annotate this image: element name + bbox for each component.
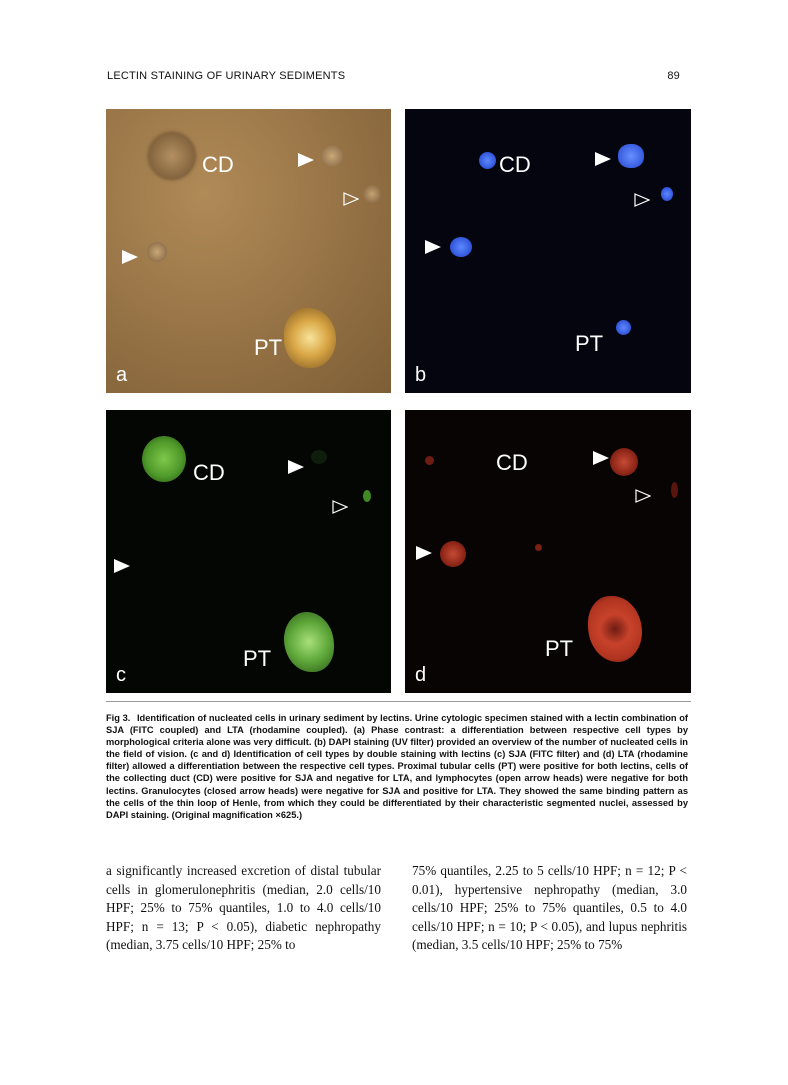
open-arrowhead-icon	[634, 193, 650, 207]
pt-cell	[284, 612, 334, 672]
panel-letter-c: c	[116, 664, 126, 686]
pt-cell	[588, 596, 642, 662]
figure-panel-d	[405, 410, 691, 693]
cd-label: CD	[202, 152, 234, 177]
granulocyte-cell	[311, 450, 327, 464]
granulocyte-cell	[440, 541, 466, 567]
closed-arrowhead-icon	[288, 460, 304, 474]
lymphocyte-cell	[363, 185, 381, 203]
cd-cell	[149, 133, 195, 179]
closed-arrowhead-icon	[595, 152, 611, 166]
cd-nucleus	[479, 152, 496, 169]
closed-arrowhead-icon	[298, 153, 314, 167]
body-text-left-column: a significantly increased excretion of distal tubular cells in glomerulonephritis (median, 2.0 cells/10 HPF; 25% to 75% quantiles, 1.0 to 4.0 cells/10 HPF; n = 13; P < 0.05), diabetic nephropathy (median, 3.75 cells/10 HPF; 25% to	[106, 863, 381, 952]
cd-cell	[142, 436, 186, 482]
panel-letter-d: d	[415, 664, 427, 686]
caption-text: Identification of nucleated cells in urinary sediment by lectins. Urine cytologic specimen stained with a lectin combination of SJA (FITC coupled) and LTA (rhodamine coupled). (a) Phase contrast: a differentiation between respective cell types by morphological criteria alone was very difficult. (b) DAPI staining (UV filter) provided an overview of the number of nucleated cells in the field of vision. (c and d) Identification of cell types by double staining with lectins (c) SJA (FITC filter) and (d) LTA (rhodamine filter) allowed a differentiation between the respective cell types. Proximal tubular cells (PT) were positive for both lectins, cells of the collecting duct (CD) were positive for SJA and negative for LTA, and lymphocytes (open arrow heads) were negative for both lectins. Granulocytes (closed arrow heads) were negative for SJA and positive for LTA. They showed the same binding pattern as the cells of the thin loop of Henle, from which they could be differentiated by their characteristic segmented nuclei, assessed by DAPI staining. (Original magnification ×625.)	[106, 713, 688, 820]
pt-label: PT	[575, 331, 604, 356]
figure-panel-c	[106, 410, 391, 693]
cd-label: CD	[193, 460, 225, 485]
figure-caption	[106, 712, 688, 821]
open-arrowhead-icon	[635, 489, 651, 503]
pt-label: PT	[243, 646, 272, 671]
pt-label: PT	[254, 335, 283, 360]
body-text-right-column: 75% quantiles, 2.25 to 5 cells/10 HPF; n = 12; P < 0.01), hypertensive nephropathy (median, 3.0 cells/10 HPF; 25% to 75% quantiles, 0.5 to 4.0 cells/10 HPF; n = 10; P < 0.05), and lupus nephritis (median, 3.5 cells/10 HPF; 25% to 75%	[412, 863, 687, 952]
lymphocyte-nucleus	[661, 187, 673, 201]
figure-panel-a	[106, 109, 391, 393]
granulocyte-cell	[321, 145, 343, 167]
debris	[535, 544, 542, 551]
granulocyte-nucleus	[618, 144, 644, 168]
open-arrowhead-icon	[332, 500, 348, 514]
running-title: LECTIN STAINING OF URINARY SEDIMENTS	[107, 70, 346, 82]
cd-label: CD	[496, 450, 528, 475]
lymphocyte-cell	[671, 482, 678, 498]
open-arrowhead-icon	[343, 192, 359, 206]
pt-label: PT	[545, 636, 574, 661]
cd-label: CD	[499, 152, 531, 177]
closed-arrowhead-icon	[425, 240, 441, 254]
closed-arrowhead-icon	[114, 559, 130, 573]
granulocyte-nucleus	[450, 237, 472, 257]
closed-arrowhead-icon	[593, 451, 609, 465]
pt-nucleus	[616, 320, 631, 335]
panel-letter-a: a	[116, 364, 128, 386]
granulocyte-cell	[147, 242, 167, 262]
figure-panel-b	[405, 109, 691, 393]
figure-rule	[106, 701, 691, 702]
pt-cell	[284, 308, 336, 368]
closed-arrowhead-icon	[122, 250, 138, 264]
closed-arrowhead-icon	[416, 546, 432, 560]
granulocyte-cell	[610, 448, 638, 476]
figure-number: Fig 3.	[106, 713, 131, 723]
panel-letter-b: b	[415, 364, 427, 386]
running-head	[107, 70, 680, 86]
lymphocyte-cell	[363, 490, 371, 502]
page-number: 89	[667, 70, 680, 82]
debris	[425, 456, 434, 465]
